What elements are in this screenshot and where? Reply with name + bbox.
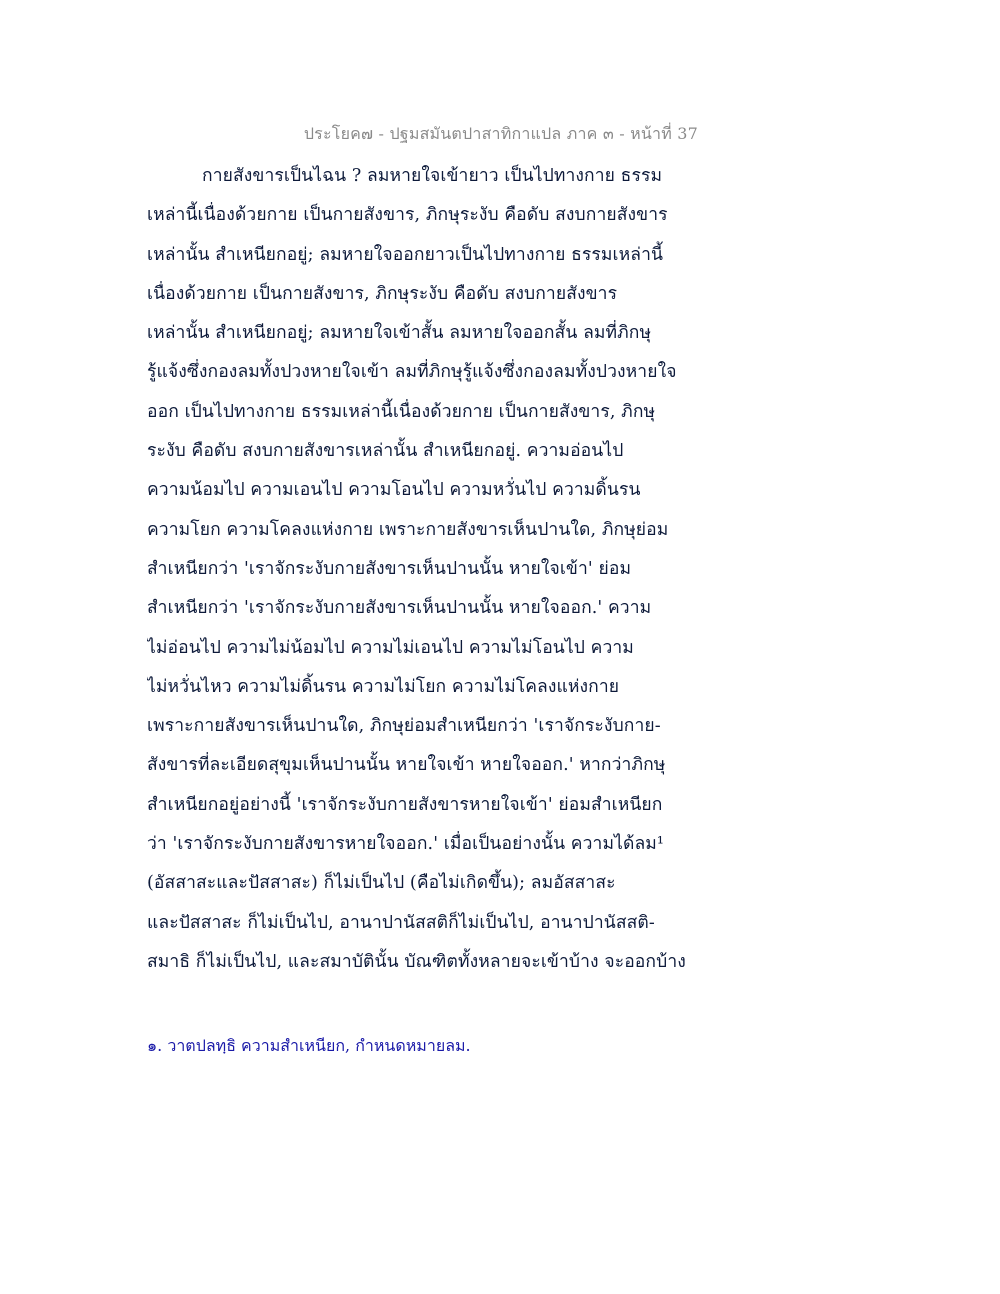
body-text xyxy=(147,157,709,982)
body-line: สำเหนียกว่า 'เราจักระงับกายสังขารเห็นปานนั้น หายใจออก.' ความ xyxy=(147,598,652,619)
body-line: ว่า 'เราจักระงับกายสังขารหายใจออก.' เมื่อเป็นอย่างนั้น ความได้ลม¹ xyxy=(147,834,665,855)
body-line: กายสังขารเป็นไฉน ? ลมหายใจเข้ายาว เป็นไปทางกาย ธรรม xyxy=(202,166,663,186)
body-line: เพราะกายสังขารเห็นปานใด, ภิกษุย่อมสำเหนียกว่า 'เราจักระงับกาย- xyxy=(147,716,661,737)
body-line: รู้แจ้งซึ่งกองลมทั้งปวงหายใจเข้า ลมที่ภิกษุรู้แจ้งซึ่งกองลมทั้งปวงหายใจ xyxy=(147,362,677,383)
running-header: ประโยค๗ - ปฐมสมันตปาสาทิกาแปล ภาค ๓ - หน้าที่ 37 xyxy=(303,124,698,143)
body-line: เหล่านี้เนื่องด้วยกาย เป็นกายสังขาร, ภิกษุระงับ คือดับ สงบกายสังขาร xyxy=(147,205,668,226)
body-line: เหล่านั้น สำเหนียกอยู่; ลมหายใจออกยาวเป็นไปทางกาย ธรรมเหล่านี้ xyxy=(147,244,664,265)
body-line: ระงับ คือดับ สงบกายสังขารเหล่านั้น สำเหนียกอยู่. ความอ่อนไป xyxy=(147,441,624,462)
body-line: ไม่หวั่นไหว ความไม่ดิ้นรน ความไม่โยก ความไม่โคลงแห่งกาย xyxy=(147,676,620,697)
body-line: ความโยก ความโคลงแห่งกาย เพราะกายสังขารเห็นปานใด, ภิกษุย่อม xyxy=(147,519,669,540)
body-line: เนื่องด้วยกาย เป็นกายสังขาร, ภิกษุระงับ คือดับ สงบกายสังขาร xyxy=(147,283,618,304)
body-line: (อัสสาสะและปัสสาสะ) ก็ไม่เป็นไป (คือไม่เกิดขึ้น); ลมอัสสาสะ xyxy=(147,873,616,894)
body-line: สังขารที่ละเอียดสุขุมเห็นปานนั้น หายใจเข้า หายใจออก.' หากว่าภิกษุ xyxy=(147,755,666,776)
body-line: และปัสสาสะ ก็ไม่เป็นไป, อานาปานัสสติก็ไม่เป็นไป, อานาปานัสสติ- xyxy=(147,912,655,933)
body-line: สำเหนียกอยู่อย่างนี้ 'เราจักระงับกายสังขารหายใจเข้า' ย่อมสำเหนียก xyxy=(147,794,663,815)
body-line: สำเหนียกว่า 'เราจักระงับกายสังขารเห็นปานนั้น หายใจเข้า' ย่อม xyxy=(147,558,632,579)
body-line: ออก เป็นไปทางกาย ธรรมเหล่านี้เนื่องด้วยกาย เป็นกายสังขาร, ภิกษุ xyxy=(147,401,656,422)
body-line: เหล่านั้น สำเหนียกอยู่; ลมหายใจเข้าสั้น ลมหายใจออกสั้น ลมที่ภิกษุ xyxy=(147,323,652,344)
body-line: ไม่อ่อนไป ความไม่น้อมไป ความไม่เอนไป ความไม่โอนไป ความ xyxy=(147,637,634,658)
footnote: ๑. วาตปลทฺธิ ความสำเหนียก, กำหนดหมายลม. xyxy=(147,1036,471,1055)
body-line: ความน้อมไป ความเอนไป ความโอนไป ความหวั่นไป ความดิ้นรน xyxy=(147,480,641,501)
body-line: สมาธิ ก็ไม่เป็นไป, และสมาบัตินั้น บัณฑิตทั้งหลายจะเข้าบ้าง จะออกบ้าง xyxy=(147,951,686,972)
